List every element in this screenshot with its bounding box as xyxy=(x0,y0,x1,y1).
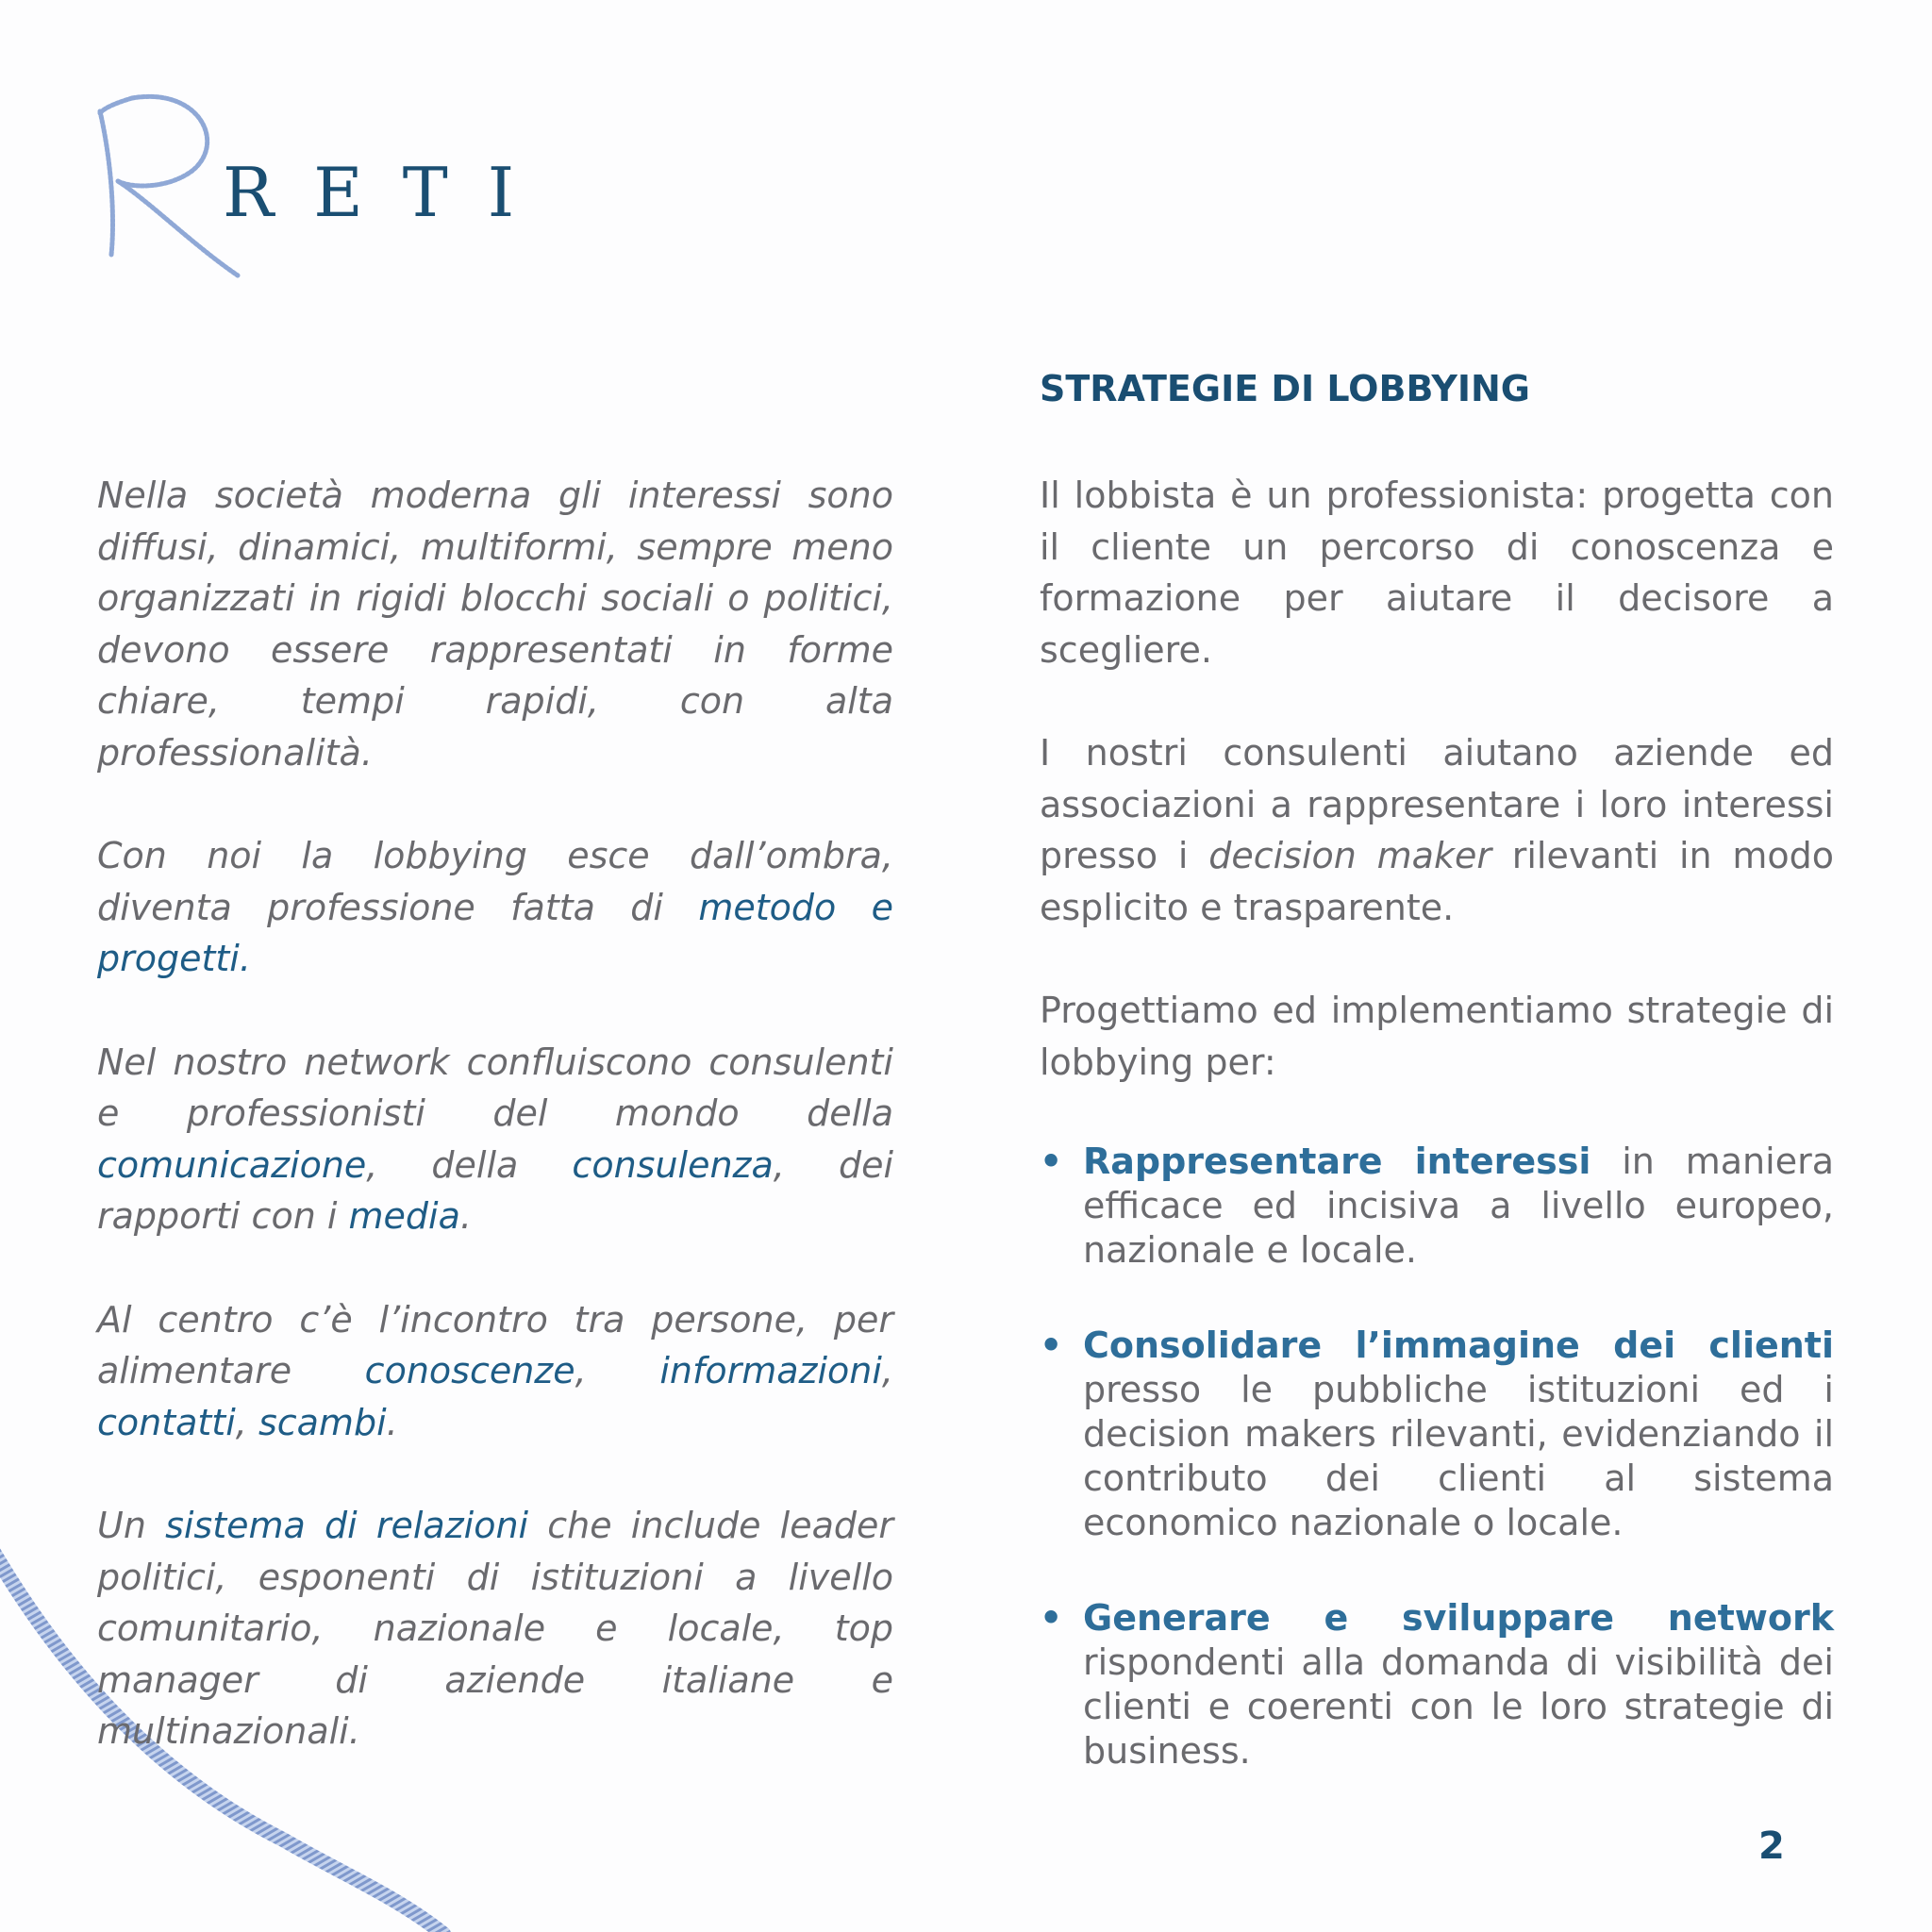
list-item xyxy=(1040,1140,1834,1273)
intro-paragraph-4 xyxy=(97,1294,893,1449)
highlight-media: media xyxy=(348,1195,460,1237)
strategy-paragraph-1: Il lobbista è un professionista: progetta con il cliente un percorso di conoscenza e formazione per aiutare il decisore a scegliere. xyxy=(1040,475,1834,671)
bullet-icon: • xyxy=(1040,1324,1063,1366)
strategy-list xyxy=(1040,1140,1834,1774)
highlight-informazioni: informazioni xyxy=(659,1350,882,1391)
text: . xyxy=(386,1401,398,1443)
page-number: 2 xyxy=(1758,1824,1785,1868)
text: Con noi la lobbying esce dall’ombra, diventa professione fatta di xyxy=(97,835,893,928)
text: , dei rapporti con i xyxy=(97,1143,894,1237)
list-item xyxy=(1040,1596,1834,1774)
strategy-column xyxy=(1040,470,1834,1824)
highlight-conoscenze: conoscenze xyxy=(364,1350,575,1391)
text: , della xyxy=(366,1143,573,1186)
emphasis-decision-maker: decision maker xyxy=(1208,835,1491,876)
strategy-paragraph-2 xyxy=(1040,727,1834,933)
text: I nostri consulenti aiutano aziende ed associazioni a rappresentare i loro interessi presso i xyxy=(1040,732,1834,876)
intro-paragraph-5 xyxy=(97,1500,893,1757)
bullet-icon: • xyxy=(1040,1141,1063,1182)
bullet-text: rispondenti alla domanda di visibilità dei clienti e coerenti con le loro strategie di business. xyxy=(1083,1641,1834,1772)
highlight-scambi: scambi xyxy=(258,1401,387,1443)
text: , xyxy=(881,1350,893,1391)
list-item xyxy=(1040,1324,1834,1545)
bullet-title: Consolidare l’immagine dei clienti xyxy=(1083,1324,1834,1366)
logo-wordmark: RETI xyxy=(223,153,555,232)
strategy-paragraph-3: Progettiamo ed implementiamo strategie di lobbying per: xyxy=(1040,990,1834,1083)
highlight-consulenza: consulenza xyxy=(572,1143,774,1186)
bullet-text: presso le pubbliche istituzioni ed i decision makers rilevanti, evidenziando il contributo dei clienti al sistema economico nazionale o locale. xyxy=(1083,1369,1834,1543)
text: rilevanti in modo esplicito e trasparente. xyxy=(1040,835,1834,928)
intro-paragraph-3 xyxy=(97,1037,893,1242)
text: che include leader politici, esponenti di istituzioni a livello comunitario, nazionale e locale, top manager di aziende italiane e multinazionali. xyxy=(97,1505,893,1752)
rope-r-icon xyxy=(100,96,238,275)
intro-paragraph-2 xyxy=(97,830,893,985)
bullet-text: in maniera efficace ed incisiva a livello europeo, nazionale e locale. xyxy=(1083,1141,1834,1271)
highlight-metodo: metodo e progetti. xyxy=(97,886,893,979)
intro-column xyxy=(97,470,893,1809)
highlight-contatti: contatti xyxy=(97,1401,236,1443)
text: Un xyxy=(97,1505,166,1546)
bullet-icon: • xyxy=(1040,1597,1063,1639)
text: Al centro c’è l’incontro tra persone, per alimentare xyxy=(97,1298,893,1391)
text: . xyxy=(459,1195,472,1237)
bullet-title: Generare e sviluppare network xyxy=(1083,1597,1834,1639)
text: , xyxy=(235,1401,258,1443)
bullet-title: Rappresentare interessi xyxy=(1083,1141,1591,1182)
highlight-sistema-relazioni: sistema di relazioni xyxy=(165,1505,529,1546)
text: Nel nostro network confluiscono consulenti e professionisti del mondo della xyxy=(97,1041,893,1134)
highlight-comunicazione: comunicazione xyxy=(97,1143,367,1186)
text: , xyxy=(575,1350,660,1391)
intro-paragraph-1: Nella società moderna gli interessi sono diffusi, dinamici, multiformi, sempre meno organizzati in rigidi blocchi sociali o politici, devono essere rappresentati in forme chiare, tempi rapidi, con alta professionalità. xyxy=(97,475,893,774)
section-heading: STRATEGIE DI LOBBYING xyxy=(1040,368,1530,409)
